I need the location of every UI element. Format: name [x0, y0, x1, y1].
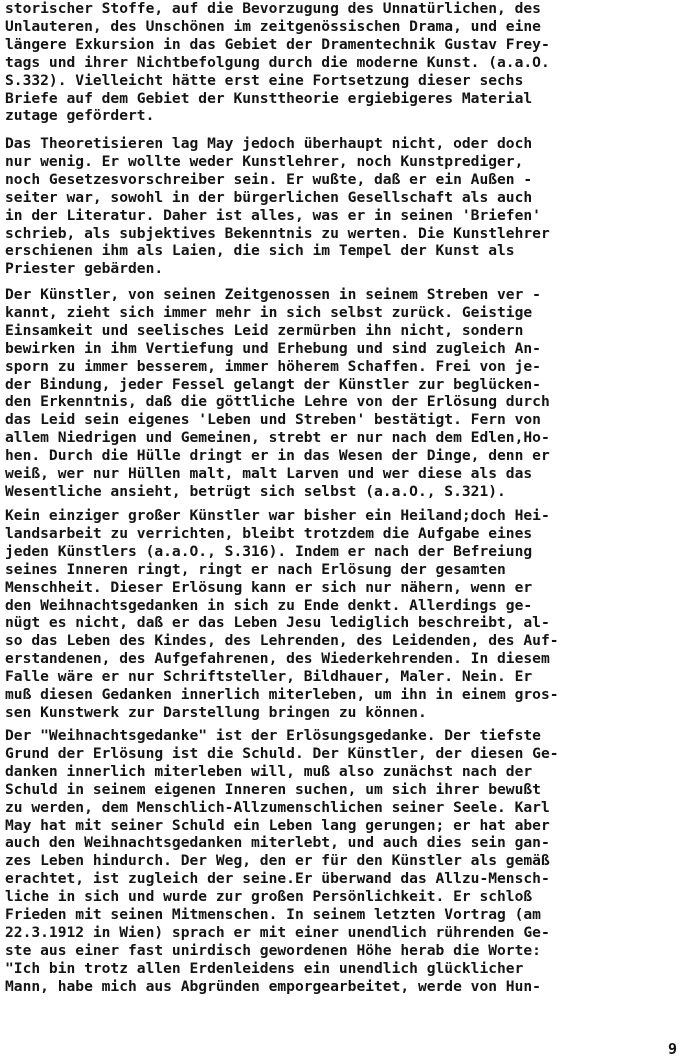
text-line: in der Literatur. Daher ist alles, was er in seinen 'Briefen' — [5, 206, 541, 224]
text-line: noch Gesetzesvorschreiber sein. Er wußte, daß er ein Außen - — [5, 170, 533, 188]
text-line: danken innerlich miterleben will, muß also zunächst nach der — [5, 762, 533, 780]
paragraph-2 — [5, 135, 689, 278]
text-line: muß diesen Gedanken innerlich miterleben, um ihn in einem gros- — [5, 686, 559, 704]
text-line: auch den Weihnachtsgedanken miterlebt, und auch dies sein gan- — [5, 834, 550, 852]
text-line: bewirken in ihm Vertiefung und Erhebung und sind zugleich An- — [5, 339, 541, 357]
text-line: sporn zu immer besserem, immer höherem Schaffen. Frei von je- — [5, 357, 541, 375]
text-line: liche in sich und wurde zur großen Persönlichkeit. Er schloß — [5, 888, 533, 906]
text-line: Priester gebärden. — [5, 260, 164, 278]
text-line: 22.3.1912 in Wien) sprach er mit einer unendlich rührenden Ge- — [5, 923, 550, 941]
text-line: Mann, habe mich aus Abgründen emporgearbeitet, werde von Hun- — [5, 977, 541, 995]
text-line: allem Niedrigen und Gemeinen, strebt er nur nach dem Edlen,Ho- — [5, 429, 550, 447]
text-line: Briefe auf dem Gebiet der Kunsttheorie ergiebigeres Material — [5, 89, 533, 107]
text-line: den Erkenntnis, daß die göttliche Lehre von der Erlösung durch — [5, 393, 550, 411]
text-line: kannt, zieht sich immer mehr in sich selbst zurück. Geistige — [5, 303, 533, 321]
text-line: "Ich bin trotz allen Erdenleidens ein unendlich glücklicher — [5, 959, 524, 977]
text-line: ste aus einer fast unirdisch gewordenen Höhe herab die Worte: — [5, 941, 541, 959]
text-line: Falle wäre er nur Schriftsteller, Bildhauer, Maler. Nein. Er — [5, 668, 533, 686]
text-line: landsarbeit zu verrichten, bleibt trotzdem die Aufgabe eines — [5, 524, 533, 542]
text-line: seines Inneren ringt, ringt er nach Erlösung der gesamten — [5, 560, 506, 578]
text-line: nur wenig. Er wollte weder Kunstlehrer, noch Kunstprediger, — [5, 152, 524, 170]
text-line: Wesentliche ansieht, betrügt sich selbst (a.a.O., S.321). — [5, 482, 506, 500]
text-line: Der Künstler, von seinen Zeitgenossen in seinem Streben ver - — [5, 286, 541, 303]
text-line: sen Kunstwerk zur Darstellung bringen zu können. — [5, 703, 427, 721]
text-line: May hat mit seiner Schuld ein Leben lang gerungen; er hat aber — [5, 816, 550, 834]
paragraph-5 — [5, 727, 689, 996]
text-line: Unlauteren, des Unschönen im zeitgenössischen Drama, und eine — [5, 17, 541, 35]
text-line: Schuld in seinem eigenen Inneren suchen, um sich ihrer bewußt — [5, 780, 541, 798]
text-line: seiter war, sowohl in der bürgerlichen Gesellschaft als auch — [5, 188, 533, 206]
text-line: jeden Künstlers (a.a.O., S.316). Indem er nach der Befreiung — [5, 542, 533, 560]
text-line: der Bindung, jeder Fessel gelangt der Künstler zur beglücken- — [5, 375, 541, 393]
text-line: Menschheit. Dieser Erlösung kann er sich nur nähern, wenn er — [5, 578, 533, 596]
text-line: schrieb, als subjektives Bekenntnis zu werten. Die Kunstlehrer — [5, 224, 550, 242]
text-line: Kein einziger großer Künstler war bisher ein Heiland;doch Hei- — [5, 507, 550, 524]
text-line: Frieden mit seinen Mitmenschen. In seinem letzten Vortrag (am — [5, 906, 541, 924]
text-line: hen. Durch die Hülle dringt er in das Wesen der Dinge, denn er — [5, 447, 550, 465]
text-line: weiß, wer nur Hüllen malt, malt Larven und wer diese als das — [5, 465, 533, 483]
text-line: erachtet, ist zugleich der seine.Er überwand das Allzu-Mensch- — [5, 870, 550, 888]
paragraph-4 — [5, 507, 689, 722]
text-line: das Leid sein eigenes 'Leben und Streben' bestätigt. Fern von — [5, 411, 541, 429]
text-line: längere Exkursion in das Gebiet der Dramentechnik Gustav Frey- — [5, 35, 550, 53]
text-line: Der "Weihnachtsgedanke" ist der Erlösungsgedanke. Der tiefste — [5, 727, 541, 744]
paragraph-3 — [5, 286, 689, 501]
text-line: tags und ihrer Nichtbefolgung durch die moderne Kunst. (a.a.O. — [5, 53, 550, 71]
text-line: zu werden, dem Menschlich-Allzumenschlichen seiner Seele. Karl — [5, 798, 550, 816]
text-line: Das Theoretisieren lag May jedoch überhaupt nicht, oder doch — [5, 135, 533, 152]
paragraph-1 — [5, 0, 689, 125]
text-line: zutage gefördert. — [5, 107, 155, 125]
text-line: Grund der Erlösung ist die Schuld. Der Künstler, der diesen Ge- — [5, 744, 559, 762]
text-line: Einsamkeit und seelisches Leid zermürben ihn nicht, sondern — [5, 321, 524, 339]
text-line: den Weihnachtsgedanken in sich zu Ende denkt. Allerdings ge- — [5, 596, 533, 614]
text-line: so das Leben des Kindes, des Lehrenden, des Leidenden, des Auf- — [5, 632, 559, 650]
text-line: nügt es nicht, daß er das Leben Jesu lediglich beschreibt, al- — [5, 614, 550, 632]
text-line: erstandenen, des Aufgefahrenen, des Wiederkehrenden. In diesem — [5, 650, 550, 668]
text-line: zes Leben hindurch. Der Weg, den er für den Künstler als gemäß — [5, 852, 550, 870]
text-line: storischer Stoffe, auf die Bevorzugung des Unnatürlichen, des — [5, 0, 541, 17]
page-number: 9 — [667, 1040, 677, 1058]
text-line: S.332). Vielleicht hätte erst eine Fortsetzung dieser sechs — [5, 71, 524, 89]
text-line: erschienen ihm als Laien, die sich im Tempel der Kunst als — [5, 242, 515, 260]
